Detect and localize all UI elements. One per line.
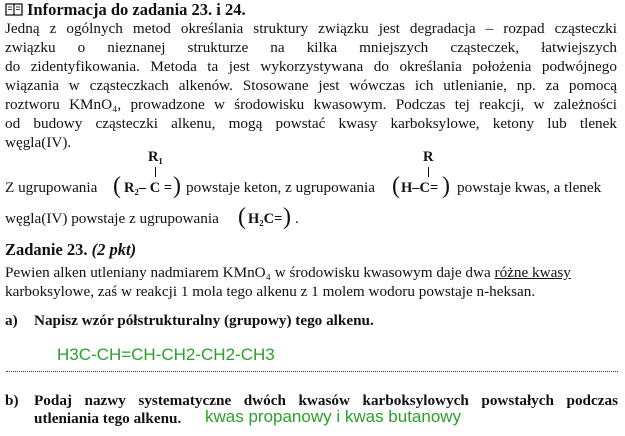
info-heading [5,0,246,20]
groups-text-2: powstaje keton, z ugrupowania [186,179,375,196]
part-a-question: Napisz wzór półstrukturalny (grupowy) tego alkenu. [34,312,374,329]
co2-group: H₂C= [248,211,283,227]
paren-open: ( [392,173,400,199]
paren-close: ) [442,173,450,199]
task-points: (2 pkt) [91,240,137,259]
co2-text-1: węgla(IV) powstaje z ugrupowania [5,210,219,227]
paren-open: ( [113,173,121,199]
task-number: Zadanie 23. [5,240,88,259]
acid-substituent: R [423,149,434,165]
info-line-3: do zidentyfikowania. Metoda ta jest wykorzystywana do określania położenia podwójnego [5,58,617,75]
info-line-7: węgla(IV). [5,134,72,151]
info-line-1: Jedną z ogólnych metod określania struktury związku jest degradacja – rozpad cząsteczki [5,20,617,37]
co2-text-2: . [295,210,299,227]
task-text-line-2: karboksylowe, zaś w reakcji 1 mola tego alkenu z 1 molem wodoru powstaje n-heksan. [5,283,536,300]
book-icon [5,2,23,16]
ketone-bond [155,167,156,177]
task-text-line-1 [5,264,571,282]
groups-text-3: powstaje kwas, a tlenek [457,179,602,196]
part-a-answer[interactable]: H3C-CH=CH-CH2-CH2-CH3 [57,345,275,364]
paren-close: ) [283,204,291,230]
info-line-4: wiązania w cząsteczkach alkenów. Stosowane jest wówczas ich utlenianie, np. za pomocą [5,77,617,94]
paren-close: ) [173,173,181,199]
part-b-question-line-2: utleniania tego alkenu. [34,410,182,427]
part-a-label: a) [5,312,18,329]
task-text-underlined: różne kwasy [494,264,571,281]
groups-text-1: Z ugrupowania [5,179,98,196]
part-b-answer[interactable]: kwas propanowy i kwas butanowy [205,407,462,426]
task-heading [5,240,136,260]
info-line-6: od budowy cząsteczki alkenu, mogą powstać kwasy karboksylowe, ketony lub tlenek [5,115,617,132]
answer-line [6,371,618,372]
acid-bond [428,167,429,177]
part-b-question-line-1: Podaj nazwy systematyczne dwóch kwasów karboksylowych powstałych podczas [34,392,618,409]
info-line-5: roztworu KMnO₄, prowadzone w środowisku kwasowym. Podczas tej reakcji, w zależności [5,96,617,113]
part-b-label: b) [5,392,19,409]
info-title: Informacja do zadania 23. i 24. [27,0,246,19]
info-line-2: związku o nieznanej strukturze na kilka mniejszych cząsteczek, łatwiejszych [5,39,617,56]
task-text-part: Pewien alken utleniany nadmiarem KMnO₄ w środowisku kwasowym daje dwa [5,264,491,281]
ketone-group: R₂– C = [124,180,173,196]
acid-group: H–C= [401,180,439,196]
ketone-substituent: R₁ [148,149,163,165]
paren-open: ( [238,204,246,230]
